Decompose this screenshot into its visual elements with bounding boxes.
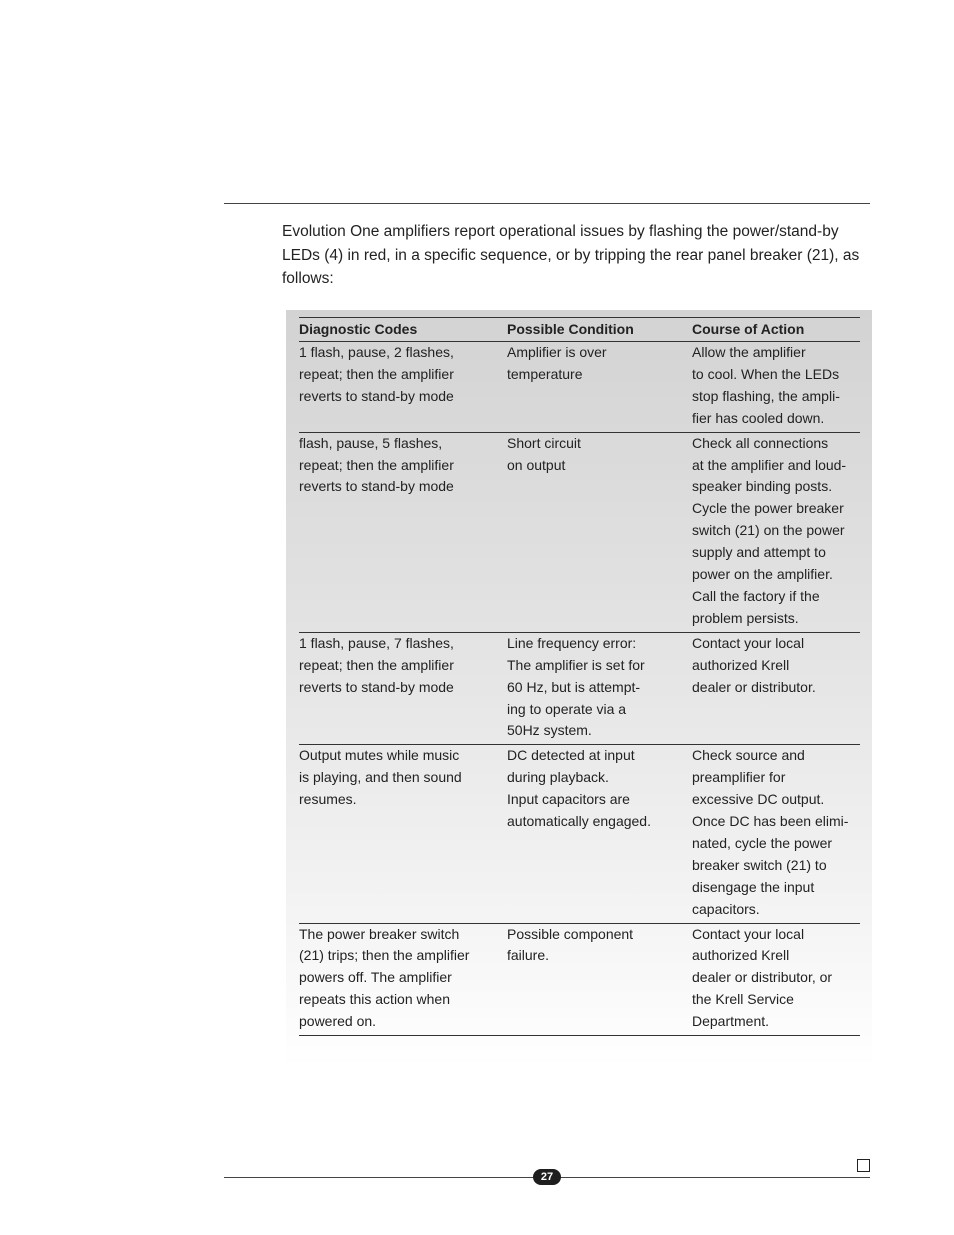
- table-row: [299, 432, 860, 632]
- possible-condition-cell: Possible component failure.: [507, 925, 634, 964]
- possible-condition-cell: Line frequency error: The amplifier is set for 60 Hz, but is attempt- ing to operate via a 50Hz system.: [507, 634, 645, 739]
- possible-condition-cell: Short circuit on output: [507, 434, 581, 473]
- diagnostic-code-cell: 1 flash, pause, 7 flashes, repeat; then the amplifier reverts to stand-by mode: [299, 634, 454, 695]
- table-row: [299, 923, 860, 1036]
- possible-condition-cell: Amplifier is over temperature: [507, 344, 607, 382]
- table-row: [299, 745, 860, 923]
- possible-condition-cell: DC detected at input during playback. Input capacitors are automatically engaged.: [507, 747, 651, 830]
- intro-paragraph: Evolution One amplifiers report operational issues by flashing the power/stand-by LEDs (4) in red, in a specific sequence, or by tripping the rear panel breaker (21), as follows:: [282, 223, 860, 287]
- top-divider: [224, 203, 870, 204]
- table-header-row: [299, 318, 860, 342]
- course-of-action-cell: Check source and preamplifier for excessive DC output. Once DC has been elimi- nated, cycle the power breaker switch (21) to disengage the input capacitors.: [692, 747, 849, 917]
- table-row: [299, 342, 860, 433]
- header-diagnostic-codes: Diagnostic Codes: [299, 321, 418, 337]
- table-row: [299, 632, 860, 745]
- header-course-of-action: Course of Action: [692, 321, 805, 337]
- course-of-action-cell: Check all connections at the amplifier and loud- speaker binding posts. Cycle the power breaker switch (21) on the power supply and attempt to power on the amplifier. Call the factory if the problem persists.: [692, 434, 847, 626]
- header-possible-condition: Possible Condition: [507, 321, 634, 337]
- diagnostic-code-cell: 1 flash, pause, 2 flashes, repeat; then the amplifier reverts to stand-by mode: [299, 344, 454, 404]
- page-number-badge: 27: [533, 1169, 561, 1185]
- course-of-action-cell: Contact your local authorized Krell dealer or distributor, or the Krell Service Department.: [692, 925, 833, 1030]
- diagnostic-code-cell: The power breaker switch (21) trips; then the amplifier powers off. The amplifier repeats this action when powered on.: [299, 925, 470, 1030]
- diagnostic-code-cell: Output mutes while music is playing, and then sound resumes.: [299, 747, 462, 808]
- diagnostic-table: [299, 317, 860, 1036]
- diagnostic-code-cell: flash, pause, 5 flashes, repeat; then the amplifier reverts to stand-by mode: [299, 434, 454, 495]
- course-of-action-cell: Allow the amplifier to cool. When the LEDs stop flashing, the ampli- fier has cooled down.: [692, 344, 840, 426]
- course-of-action-cell: Contact your local authorized Krell dealer or distributor.: [692, 634, 816, 695]
- corner-square-mark: [857, 1159, 870, 1172]
